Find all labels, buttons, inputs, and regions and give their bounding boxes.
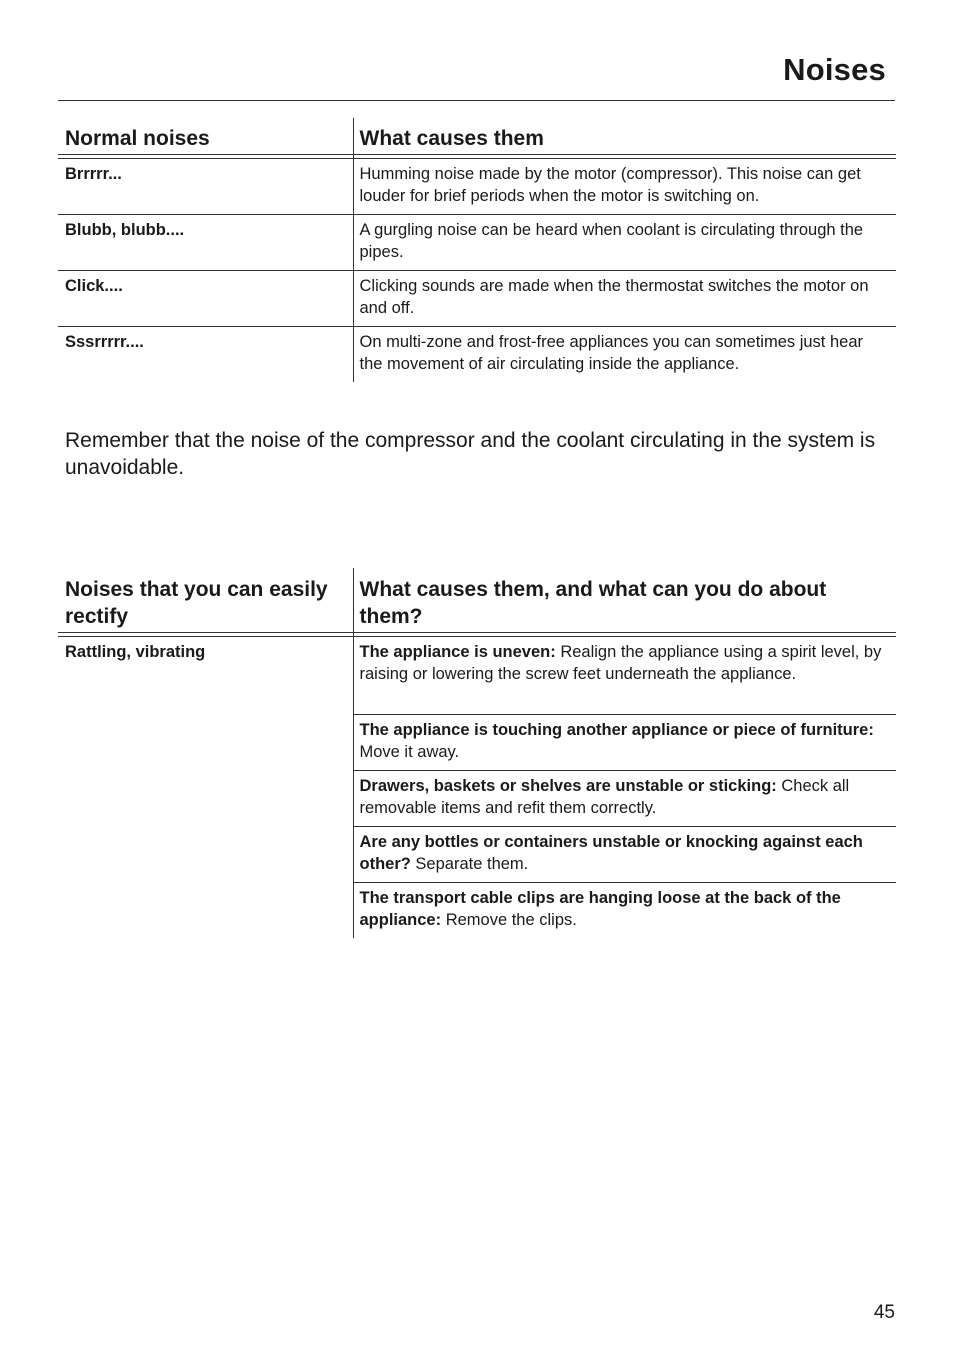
noise-label: Brrrrr...	[58, 158, 353, 214]
rectify-noises-header: Noises that you can easily rectify	[58, 568, 353, 632]
remedy-text: Realign the appliance using a spirit level, by raising or lowering the screw feet underneath the appliance.	[359, 642, 882, 683]
cause-bold: The transport cable clips are hanging loose at the back of the appliance:	[359, 888, 841, 929]
page-number: 45	[873, 1302, 895, 1323]
what-causes-header: What causes them	[353, 118, 896, 154]
noise-label: Click....	[58, 270, 353, 326]
normal-noises-table	[58, 118, 896, 382]
cause-remedy	[353, 636, 896, 714]
rectify-noises-table	[58, 568, 896, 938]
table-row	[58, 326, 896, 382]
cause-bold: The appliance is uneven:	[359, 642, 556, 661]
noise-cause: Clicking sounds are made when the thermostat switches the motor on and off.	[353, 270, 896, 326]
noise-label: Rattling, vibrating	[65, 642, 206, 661]
noise-cause: On multi-zone and frost-free appliances you can sometimes just hear the movement of air circulating inside the appliance.	[353, 326, 896, 382]
remedy-text: Check all removable items and refit them correctly.	[359, 776, 850, 817]
cause-bold: Drawers, baskets or shelves are unstable or sticking:	[359, 776, 777, 795]
cause-bold: Are any bottles or containers unstable or knocking against each other?	[359, 832, 863, 873]
noise-cause: Humming noise made by the motor (compressor). This noise can get louder for brief periods when the motor is switching on.	[353, 158, 896, 214]
noise-cause: A gurgling noise can be heard when coolant is circulating through the pipes.	[353, 214, 896, 270]
noise-label: Blubb, blubb....	[58, 214, 353, 270]
cause-remedy	[353, 826, 896, 882]
causes-and-remedies-header: What causes them, and what can you do about them?	[353, 568, 896, 632]
remedy-text: Remove the clips.	[441, 910, 577, 929]
table-row	[58, 636, 896, 714]
page-title: Noises	[783, 52, 886, 87]
unavoidable-noise-note: Remember that the noise of the compressor and the coolant circulating in the system is unavoidable.	[65, 429, 876, 479]
remedy-text: Move it away.	[359, 742, 460, 761]
table-row	[58, 214, 896, 270]
cause-bold: The appliance is touching another appliance or piece of furniture:	[359, 720, 874, 739]
table-row	[58, 270, 896, 326]
cause-remedy	[353, 770, 896, 826]
cause-remedy	[353, 714, 896, 770]
normal-noises-header: Normal noises	[58, 118, 353, 154]
title-divider	[58, 100, 895, 101]
cause-remedy	[353, 882, 896, 938]
table-row	[58, 158, 896, 214]
noise-label: Sssrrrrr....	[65, 332, 144, 351]
remedy-text: Separate them.	[410, 854, 529, 873]
